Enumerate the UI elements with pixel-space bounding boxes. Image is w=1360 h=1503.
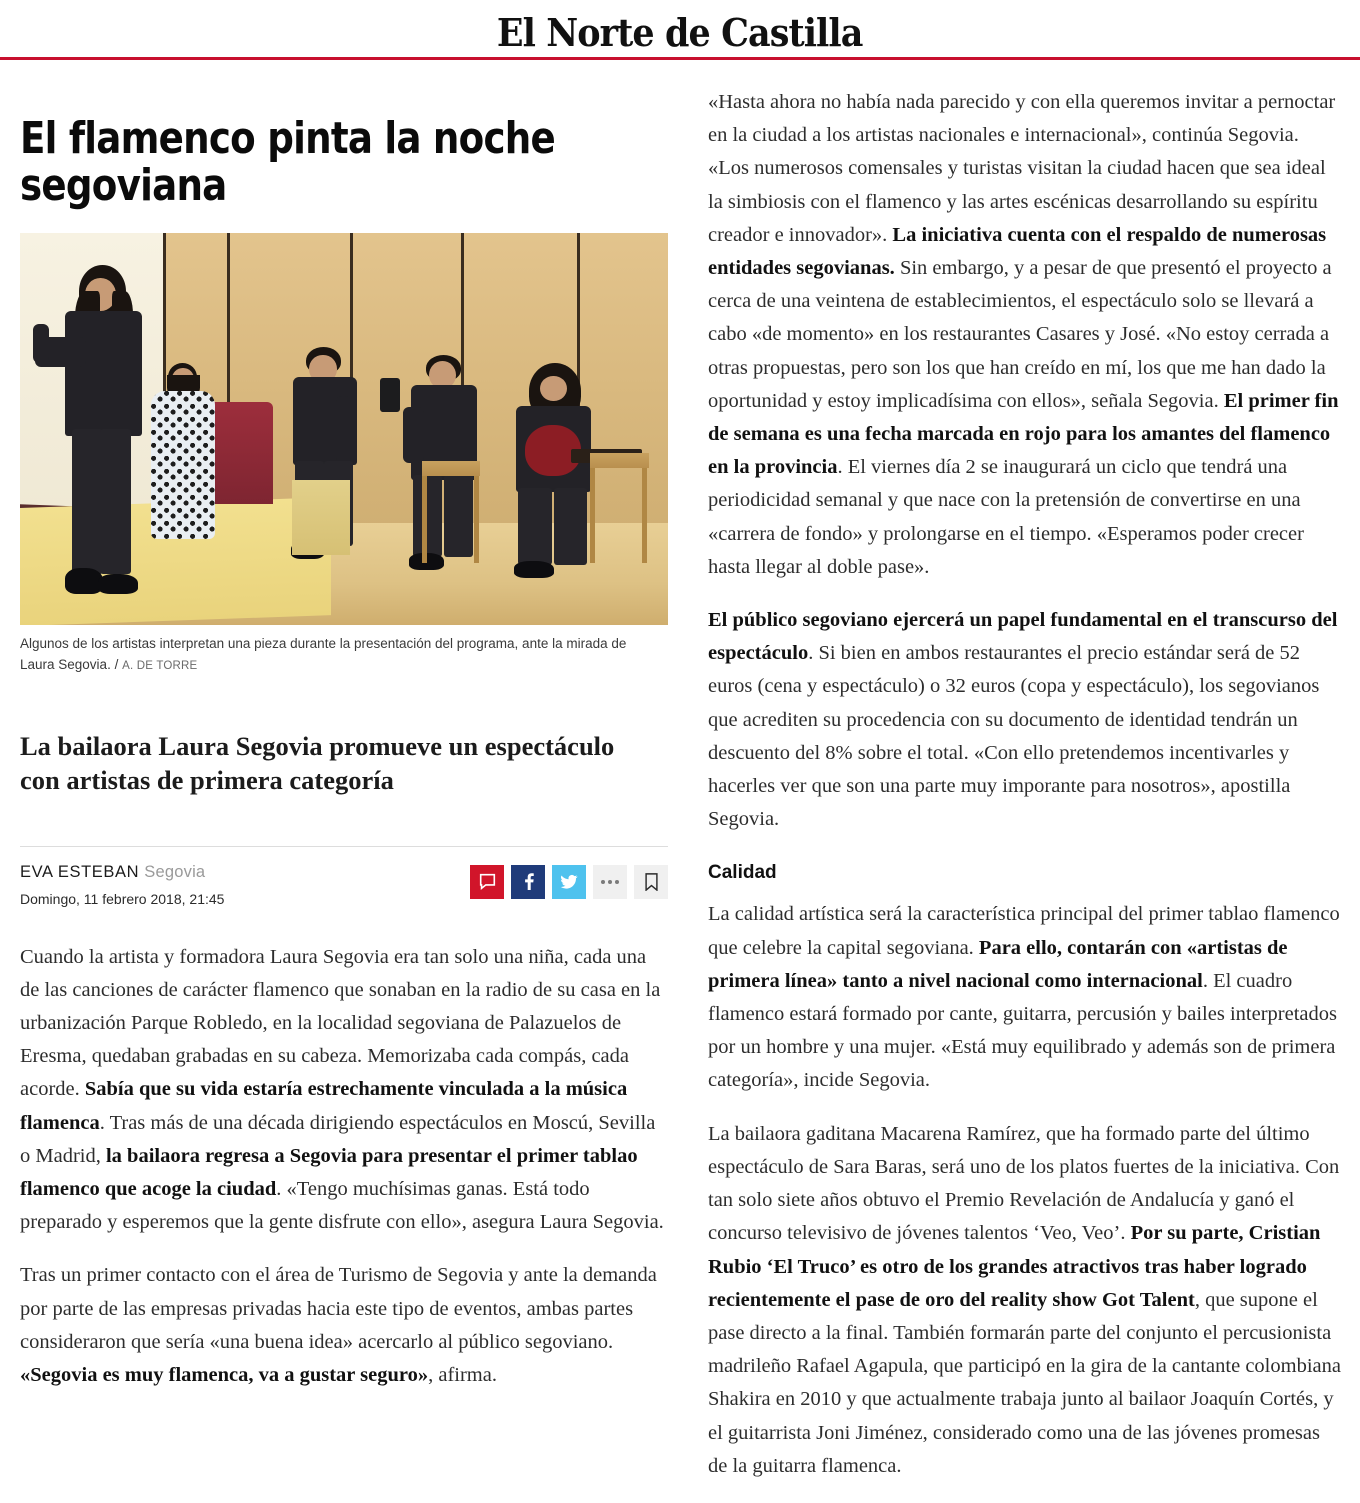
author-name[interactable]: EVA ESTEBAN — [20, 862, 140, 881]
photo-chair — [590, 453, 648, 469]
body-text-run: Cuando la artista y formadora Laura Segovia era tan solo una niña, cada una de las canciones de carácter flamenco que sonaban en la radio de su casa en la urbanización Parque Robledo, en la localidad segoviana de Palazuelos de Eresma, quedaban grabadas en su cabeza. Memorizaba cada compás, cada acorde. — [20, 945, 661, 1101]
body-text-emphasis: Para ello, contarán con «artistas de primera línea» tanto a nivel nacional como internacional — [708, 936, 1288, 992]
body-text-emphasis: El primer fin de semana es una fecha marcada en rojo para los amantes del flamenco en la provincia — [708, 389, 1339, 479]
photo-wall-speaker — [380, 378, 400, 412]
body-text-run: . El cuadro flamenco estará formado por cante, guitarra, percusión y bailes interpretados por un hombre y una mujer. «Está muy equilibrado y además son de primera categoría», incide Segovia. — [708, 969, 1337, 1092]
body-text-emphasis: La iniciativa cuenta con el respaldo de numerosas entidades segovianas. — [708, 223, 1327, 280]
body-text-run: , que supone el pase directo a la final. También formarán parte del conjunto el percusionista madrileño Rafael Agapula, que participó en la gira de la cantante colombiana Shakira en 2010 y que actualmente trabaja junto al bailaor Joaquín Cortés, y el guitarrista Joni Jiménez, considerado como una de las jóvenes promesas de la guitarra flamenca. — [708, 1288, 1341, 1477]
left-column-body — [20, 941, 668, 1393]
body-text-emphasis: la bailaora regresa a Segovia para presentar el primer tablao flamenco que acoge la ciudad — [20, 1144, 638, 1201]
facebook-share-button[interactable] — [511, 865, 545, 899]
body-text-run: La calidad artística será la característica principal del primer tablao flamenco que celebre la capital segoviana. — [708, 903, 1340, 959]
body-text-run: . Si bien en ambos restaurantes el precio estándar será de 52 euros (cena y espectáculo) o 32 euros (copa y espectáculo), los segovianos que acrediten su procedencia con su documento de identidad tendrán un descuento del 8% sobre el total. «Con ello pretendemos incentivarles y hacerles ver que son una parte muy imporante para nosotros», apostilla Segovia. — [708, 642, 1320, 831]
body-text-run: Tras un primer contacto con el área de Turismo de Segovia y ante la demanda por parte de las empresas privadas hacia este tipo de eventos, ambas partes consideraron que sería «una buena idea» acercarlo al público segoviano. — [20, 1264, 657, 1353]
article-photo — [20, 233, 668, 625]
right-column-body — [708, 86, 1342, 1483]
body-text-run: . Tras más de una década dirigiendo espectáculos en Moscú, Sevilla o Madrid, — [20, 1111, 656, 1167]
body-paragraph — [20, 1259, 668, 1392]
article-subheadline: La bailaora Laura Segovia promueve un espectáculo con artistas de primera categoría — [20, 730, 615, 796]
photo-person-dancer-man — [49, 265, 166, 594]
more-icon — [601, 880, 619, 884]
body-text-run: . El viernes día 2 se inaugurará un ciclo que tendrá una periodicidad semanal y que nace con la pretensión de convertirse en una «carrera de fondo» y prolongarse en el tiempo. «Esperamos poder crecer hasta llegar al doble pase». — [708, 456, 1304, 578]
body-paragraph — [708, 898, 1342, 1097]
body-text-run: Sin embargo, y a pesar de que presentó el proyecto a cerca de una veintena de establecimientos, el espectáculo solo se llevará a cabo «de momento» en los restaurantes Casares y José. «No estoy cerrada a otras propuestas, pero son los que han creído en mí, los que me han dado la oportunidad y estoy implicadísima con ellos», señala Segovia. — [708, 257, 1332, 412]
twitter-icon — [560, 873, 578, 891]
page-title: El flamenco pinta la noche segoviana — [20, 113, 556, 211]
body-text-emphasis: El público segoviano ejercerá un papel fundamental en el transcurso del espectáculo — [708, 609, 1338, 665]
body-text-run: La bailaora gaditana Macarena Ramírez, que ha formado parte del último espectáculo de Sara Baras, será uno de los platos fuertes de la iniciativa. Con tan solo siete años obtuvo el Premio Revelación de Andalucía y ganó el concurso televisivo de jóvenes talentos ‘Veo, Veo’. — [708, 1122, 1340, 1245]
body-text-emphasis: Sabía que su vida estaría estrechamente vinculada a la música flamenca — [20, 1078, 628, 1134]
bookmark-icon — [644, 873, 659, 891]
photo-cajon — [292, 480, 350, 554]
photo-chair-leg — [642, 468, 647, 562]
left-column — [0, 68, 690, 1503]
photo-chair-leg — [590, 468, 595, 562]
byline-divider — [20, 846, 668, 847]
body-paragraph — [708, 86, 1342, 584]
byline-row — [20, 863, 668, 907]
photo-chair-leg — [474, 476, 479, 562]
twitter-share-button[interactable] — [552, 865, 586, 899]
article-columns — [0, 68, 1360, 1503]
author-location: Segovia — [144, 862, 206, 881]
more-options-button[interactable] — [593, 865, 627, 899]
publish-date: Domingo, 11 febrero 2018, 21:45 — [20, 890, 225, 907]
photo-scene — [20, 233, 668, 625]
body-text-emphasis: «Segovia es muy flamenca, va a gustar seguro» — [20, 1364, 429, 1387]
body-text-run: . «Tengo muchísimas ganas. Está todo preparado y esperemos que la gente disfrute con ello», asegura Laura Segovia. — [20, 1178, 664, 1234]
photo-chair-leg — [422, 476, 427, 562]
comment-icon — [479, 873, 496, 890]
body-paragraph — [20, 941, 668, 1240]
site-logo[interactable]: El Norte de Castilla — [497, 10, 863, 55]
body-text-run: , afirma. — [428, 1364, 497, 1387]
article-figure — [20, 233, 668, 675]
byline-block — [20, 863, 224, 907]
facebook-icon — [520, 873, 537, 890]
author-line — [20, 863, 224, 882]
body-paragraph — [708, 1118, 1342, 1483]
masthead-red-rule — [0, 57, 1360, 60]
save-article-button[interactable] — [634, 865, 668, 899]
body-text-run: «Hasta ahora no había nada parecido y con ella queremos invitar a pernoctar en la ciudad a los artistas nacionales e internacional», continúa Segovia. «Los numerosos comensales y turistas visitan la ciudad hacen que sea ideal la simbiosis con el flamenco y las artes escénicas desarrollando su espíritu creador e innovador». — [708, 91, 1336, 246]
photo-chair — [422, 461, 480, 477]
photo-credit: A. DE TORRE — [122, 659, 198, 672]
body-paragraph — [708, 604, 1342, 836]
section-title: Calidad — [708, 862, 777, 884]
share-toolbar — [470, 865, 668, 899]
photo-caption — [20, 634, 660, 675]
right-column — [690, 68, 1360, 1503]
comment-button[interactable] — [470, 865, 504, 899]
body-text-emphasis: Por su parte, Cristian Rubio ‘El Truco’ es otro de los grandes atractivos tras haber logrado recientemente el pase de oro del reality show Got Talent — [708, 1222, 1321, 1311]
photo-caption-text: Algunos de los artistas interpretan una pieza durante la presentación del programa, ante la mirada de Laura Segovia. / — [20, 636, 627, 672]
site-masthead — [0, 0, 1360, 68]
